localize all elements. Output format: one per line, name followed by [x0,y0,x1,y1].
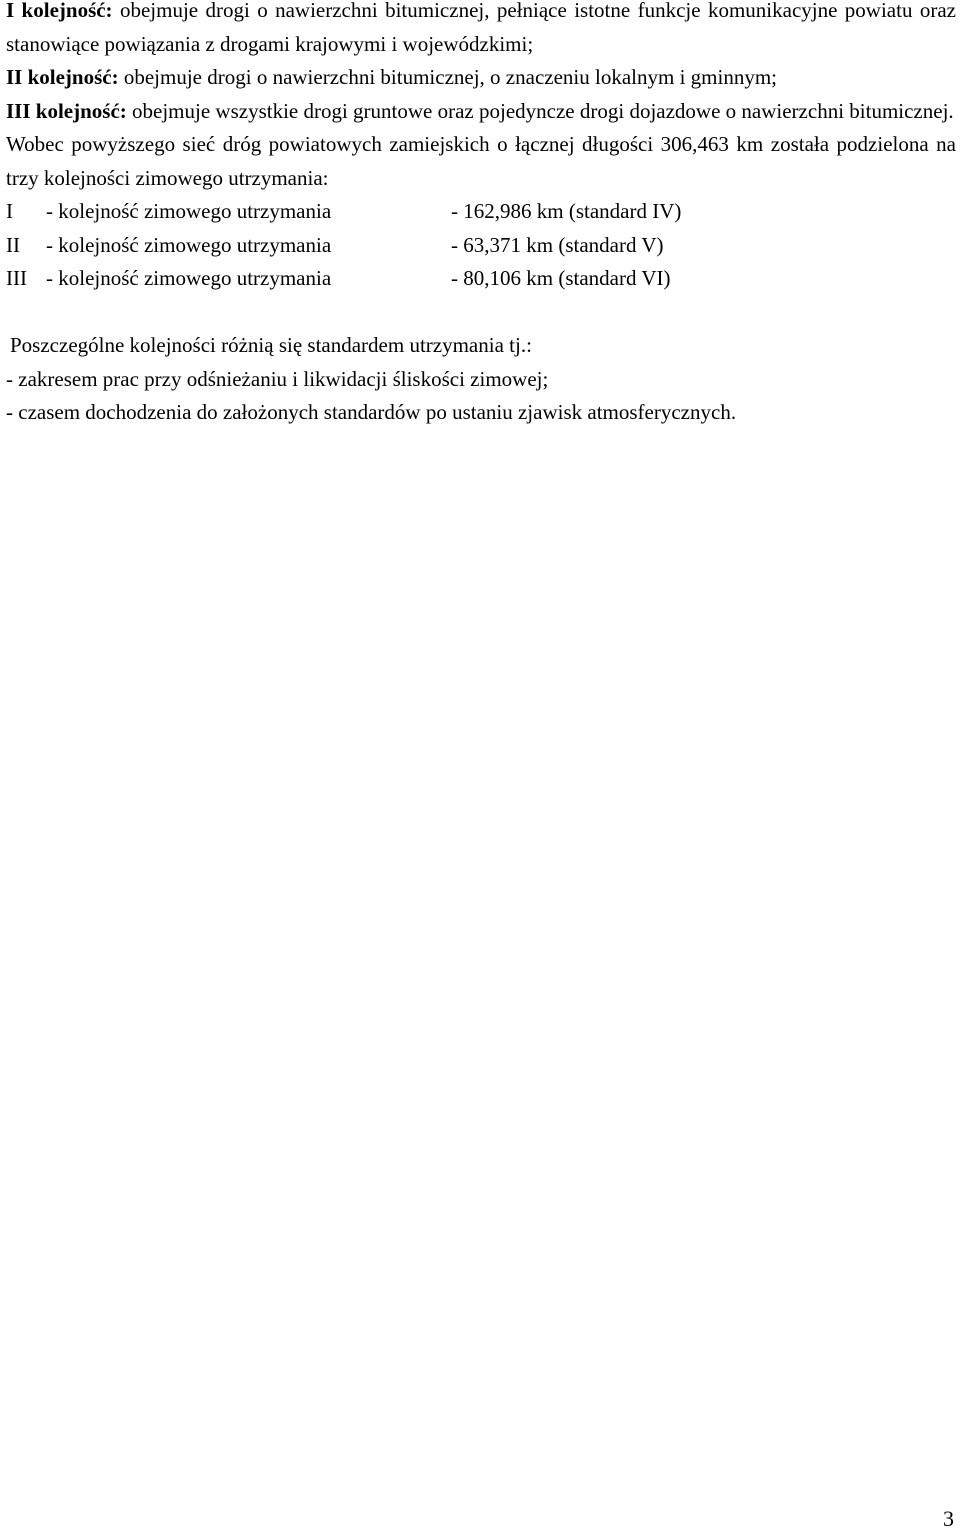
table-row [6,195,956,229]
priority-table [6,195,956,296]
priority-2-label: II kolejność: [6,65,119,89]
document-page [6,0,956,430]
row-description: - kolejność zimowego utrzymania [46,199,332,223]
row-description: - kolejność zimowego utrzymania [46,232,332,257]
page-number: 3 [943,1506,954,1531]
priority-3-text: obejmuje wszystkie drogi gruntowe oraz pojedyncze drogi dojazdowe o nawierzchni bitumicznej. [126,98,954,123]
priority-3-label: III kolejność: [6,98,127,123]
differences-intro: Poszczególne kolejności różnią się standardem utrzymania tj.: [10,333,532,357]
priority-3-paragraph [6,95,956,129]
priority-1-paragraph [6,0,956,61]
spacer [6,296,956,330]
priority-1-label: I kolejność: [6,0,113,22]
row-value: - 63,371 km (standard V) [451,232,664,257]
row-value: - 80,106 km (standard VI) [451,266,671,290]
row-roman: I [6,199,13,223]
table-row [6,229,956,263]
row-roman: II [6,232,20,257]
difference-item: - zakresem prac przy odśnieżaniu i likwidacji śliskości zimowej; [6,366,549,391]
table-row [6,262,956,296]
summary-paragraph: Wobec powyższego sieć dróg powiatowych zamiejskich o łącznej długości 306,463 km została podzielona na trzy kolejności zimowego utrzymania: [6,132,956,190]
row-value: - 162,986 km (standard IV) [451,199,682,223]
priority-1-text: obejmuje drogi o nawierzchni bitumicznej, pełniące istotne funkcje komunikacyjne powiatu oraz stanowiące powiązania z drogami krajowymi i wojewódzkimi; [6,0,956,56]
difference-item: - czasem dochodzenia do założonych standardów po ustaniu zjawisk atmosferycznych. [6,400,737,424]
priority-2-text: obejmuje drogi o nawierzchni bitumicznej, o znaczeniu lokalnym i gminnym; [118,65,777,89]
row-description: - kolejność zimowego utrzymania [46,266,332,290]
row-roman: III [6,266,27,290]
priority-2-paragraph [6,61,956,95]
